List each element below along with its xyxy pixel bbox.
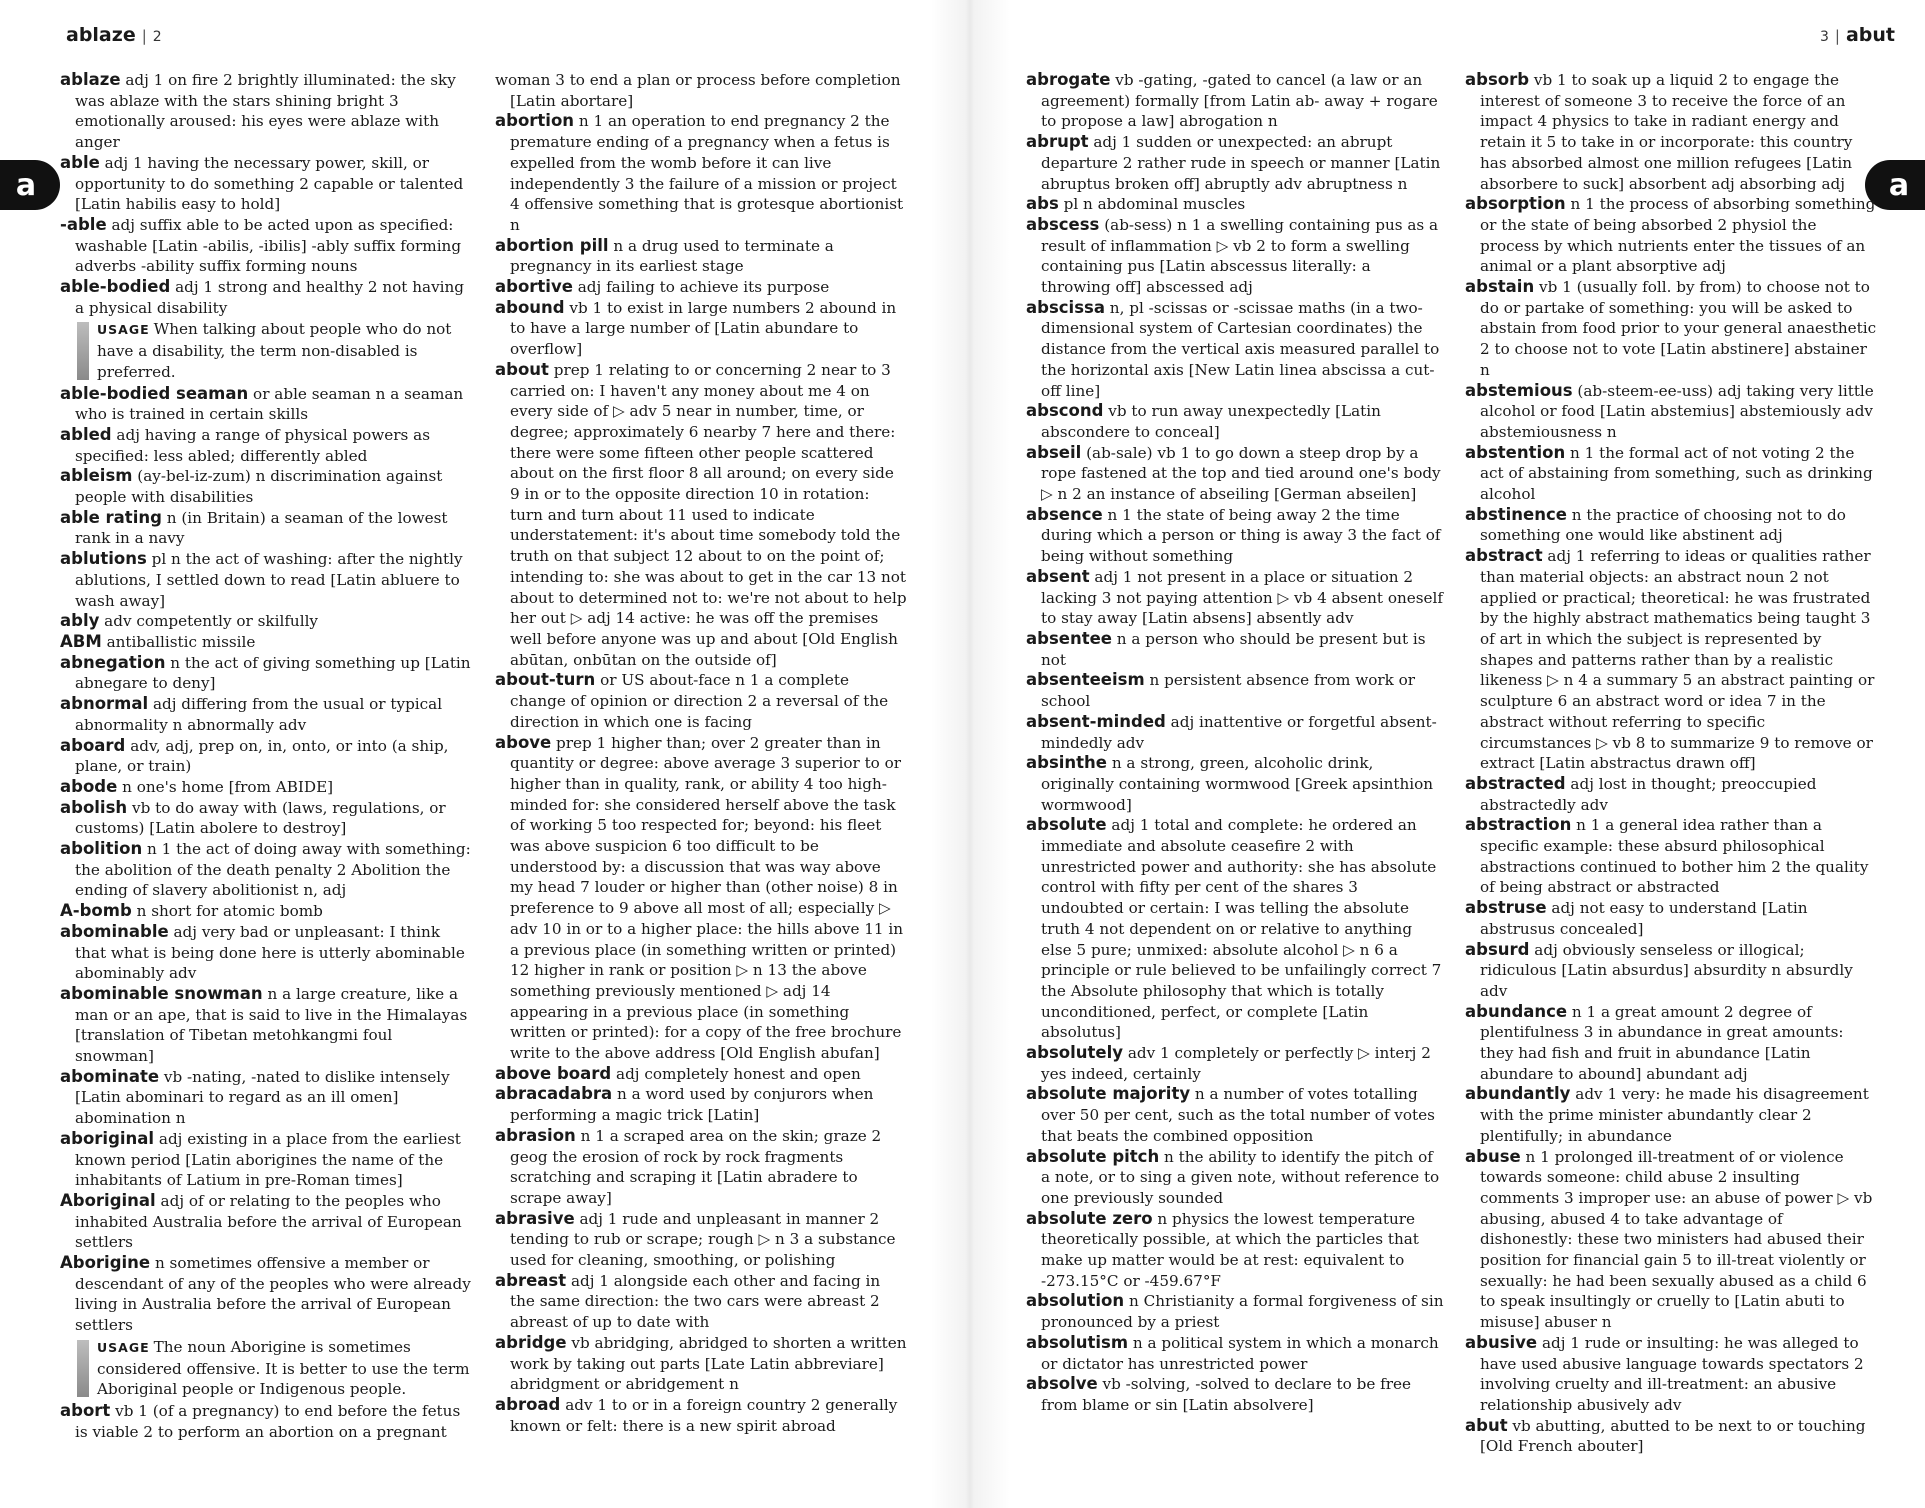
dictionary-entry <box>1026 70 1444 132</box>
headword: abseil <box>1026 442 1082 462</box>
dictionary-entry <box>60 70 475 153</box>
dictionary-entry <box>60 694 475 735</box>
definition: adv 1 completely or perfectly ▷ interj 2 yes indeed, certainly <box>1041 1044 1431 1083</box>
dictionary-entry <box>1026 1043 1444 1084</box>
definition: prep 1 higher than; over 2 greater than in quantity or degree: above average 3 superior to or higher than in quality, rank, or ability 4 too high-minded for: she considered herself above the task of working 5 too respected for; beyond: his fleet was above suspicion 6 too difficult to be understood by: a discussion that was way above my head 7 louder or higher than (other noise) 8 in preference to 9 above all most of all; especially ▷ adv 10 in or to a higher place: the hills above 11 in a previous place (in something written or printed) 12 higher in rank or position ▷ n 13 the above something previously mentioned ▷ adj 14 appearing in a previous place (in something written or printed): for a copy of the free brochure write to the above address [Old English abufan] <box>510 733 904 1063</box>
dictionary-entry <box>1026 815 1444 1043</box>
dictionary-entry <box>60 611 475 632</box>
definition: adj 1 total and complete: he ordered an immediate and absolute ceasefire 2 with unrestricted power and authority: she has absolute control with fifty per cent of the shares 3 undoubted or certain: I was telling the absolute truth 4 not dependent on or relative to anything else 5 pure; unmixed: absolute alcohol ▷ n 6 a principle or rule believed to be unfailingly correct 7 the Absolute philosophy that which is totally unconditioned, perfect, or complete [Latin absolutus] <box>1041 816 1442 1042</box>
headword: abortion pill <box>495 235 609 255</box>
definition: n a word used by conjurors when performing a magic trick [Latin] <box>510 1085 874 1125</box>
dictionary-entry <box>1465 1147 1877 1333</box>
dictionary-entry <box>1465 443 1877 505</box>
definition: vb 1 (of a pregnancy) to end before the fetus is viable 2 to perform an abortion on a pregnant <box>75 1402 461 1441</box>
dictionary-entry <box>495 1064 907 1085</box>
definition: n sometimes offensive a member or descendant of any of the peoples who were already living in Australia before the arrival of European settlers <box>75 1254 471 1335</box>
definition: (ab-sale) vb 1 to go down a steep drop by a rope fastened at the top and tied around one's body ▷ n 2 an instance of abseiling [German abseilen] <box>1041 443 1441 504</box>
definition: adj suffix able to be acted upon as specified: washable [Latin -abilis, -ibilis] -ably suffix forming adverbs -ability suffix forming nouns <box>75 215 462 276</box>
dictionary-entry <box>1026 753 1444 815</box>
definition: n a number of votes totalling over 50 per cent, such as the total number of votes that beats the combined opposition <box>1041 1085 1435 1145</box>
headword: absolution <box>1026 1291 1125 1311</box>
dictionary-entry <box>1465 505 1877 546</box>
dictionary-entry <box>495 111 907 235</box>
left-header-word: ablaze <box>66 24 136 46</box>
left-page-number: 2 <box>152 29 162 45</box>
headword: abusive <box>1465 1332 1538 1352</box>
definition: n a political system in which a monarch or dictator has unrestricted power <box>1041 1333 1439 1373</box>
headword: abstruse <box>1465 898 1547 918</box>
headword: absolutely <box>1026 1043 1123 1063</box>
headword: abort <box>60 1401 111 1420</box>
headword: abominable <box>60 921 169 941</box>
dictionary-entry <box>1026 1147 1444 1209</box>
dictionary-entry <box>60 1191 475 1253</box>
definition: adj existing in a place from the earliest known period [Latin aborigines the name of the inhabitants of Latium in pre-Roman times] <box>75 1129 461 1190</box>
definition: adj 1 not present in a place or situation 2 lacking 3 not paying attention ▷ vb 4 absent oneself to stay away [Latin absens] absently adv <box>1041 567 1444 628</box>
headword: abstention <box>1465 442 1566 462</box>
definition: n one's home [from ABIDE] <box>117 777 334 796</box>
headword: abut <box>1465 1415 1508 1435</box>
dictionary-entry <box>495 670 907 732</box>
headword: able <box>60 152 100 172</box>
dictionary-entry <box>60 466 475 507</box>
dictionary-entry <box>60 777 475 798</box>
definition: n 1 a scraped area on the skin; graze 2 geog the erosion of rock by rock fragments scratching and scraping it [Latin abradere to scrape away] <box>510 1126 882 1207</box>
definition: n persistent absence from work or school <box>1041 671 1416 711</box>
definition: n, pl -scissas or -scissae maths (in a two-dimensional system of Cartesian coordinates) the distance from the vertical axis measured parallel to the horizontal axis [New Latin linea abscissa a cut-off line] <box>1041 298 1440 400</box>
headword: abstain <box>1465 277 1535 297</box>
dictionary-entry <box>495 70 907 111</box>
dictionary-entry <box>60 1253 475 1336</box>
definition: n a strong, green, alcoholic drink, originally containing wormwood [Greek apsinthion wormwood] <box>1041 754 1434 814</box>
dictionary-entry <box>1026 629 1444 670</box>
dictionary-entry <box>495 1126 907 1209</box>
dictionary-entry <box>60 901 475 922</box>
dictionary-entry <box>1465 546 1877 774</box>
dictionary-entry <box>1465 381 1877 443</box>
headword: abracadabra <box>495 1084 613 1104</box>
headword: absolute pitch <box>1026 1146 1160 1166</box>
definition: vb abutting, abutted to be next to or touching [Old French abouter] <box>1480 1416 1866 1456</box>
headword: absurd <box>1465 939 1530 959</box>
dictionary-entry <box>60 632 475 653</box>
right-column-2 <box>1465 70 1877 1490</box>
definition: n Christianity a formal forgiveness of sin pronounced by a priest <box>1041 1292 1444 1332</box>
headword: abolish <box>60 797 128 817</box>
headword: ABM <box>60 631 102 651</box>
headword: Aborigine <box>60 1253 151 1273</box>
dictionary-entry <box>60 922 475 984</box>
dictionary-entry <box>60 425 475 466</box>
definition: n (in Britain) a seaman of the lowest rank in a navy <box>75 508 448 548</box>
usage-note <box>75 319 475 382</box>
left-thumb-index-tab: a <box>0 160 60 210</box>
dictionary-entry <box>60 653 475 694</box>
dictionary-entry <box>1026 712 1444 753</box>
definition: n 1 a general idea rather than a specific example: these absurd philosophical abstractions continued to bother him 2 the quality of being abstract or abstracted <box>1480 816 1869 897</box>
definition: n a drug used to terminate a pregnancy in its earliest stage <box>510 236 834 276</box>
definition: adj obviously senseless or illogical; ridiculous [Latin absurdus] absurdity n absurdly adv <box>1480 940 1853 1000</box>
headword: aboriginal <box>60 1128 155 1148</box>
dictionary-entry <box>1465 1084 1877 1146</box>
headword: abrogate <box>1026 70 1111 89</box>
headword: ablaze <box>60 70 121 89</box>
definition: pl n abdominal muscles <box>1058 195 1246 214</box>
definition: adv 1 to or in a foreign country 2 generally known or felt: there is a new spirit abroad <box>510 1396 898 1435</box>
definition: n 1 a great amount 2 degree of plentifulness 3 in abundance in great amounts: they had fish and fruit in abundance [Latin abundare to abound] abundant adj <box>1480 1002 1844 1083</box>
definition: vb to run away unexpectedly [Latin abscondere to conceal] <box>1041 402 1381 441</box>
left-running-head <box>66 24 162 46</box>
definition: n a person who should be present but is not <box>1041 629 1426 669</box>
headword: abridge <box>495 1332 567 1352</box>
dictionary-entry <box>495 1395 907 1436</box>
dictionary-entry <box>1026 1209 1444 1292</box>
dictionary-entry <box>1465 277 1877 381</box>
dictionary-entry <box>495 298 907 360</box>
headword: absolute majority <box>1026 1084 1191 1104</box>
definition: n a large creature, like a man or an ape, that is said to live in the Himalayas [translation of Tibetan metohkangmi foul snowman] <box>75 984 468 1066</box>
headword: absent <box>1026 566 1090 586</box>
dictionary-entry <box>495 1271 907 1333</box>
dictionary-entry <box>60 549 475 611</box>
headword: absinthe <box>1026 753 1107 773</box>
headword: abominable snowman <box>60 983 263 1003</box>
dictionary-entry <box>1026 1084 1444 1146</box>
dictionary-entry <box>1465 1416 1877 1457</box>
dictionary-entry <box>60 1401 475 1442</box>
definition: adj lost in thought; preoccupied abstractedly adv <box>1480 774 1817 814</box>
headword: abs <box>1026 194 1059 214</box>
definition: or able seaman n a seaman who is trained in certain skills <box>75 384 464 424</box>
dictionary-entry <box>1026 443 1444 505</box>
definition: adj having a range of physical powers as specified: less abled; differently abled <box>75 425 431 465</box>
dictionary-entry <box>60 798 475 839</box>
headword: abled <box>60 424 112 444</box>
headword: absentee <box>1026 628 1112 648</box>
headword: abstraction <box>1465 815 1572 835</box>
headword: absolve <box>1026 1374 1098 1394</box>
definition: vb 1 to soak up a liquid 2 to engage the interest of someone 3 to receive the force of an impact 4 physics to take in radiant energy and retain it 5 to take in or incorporate: this country has absorbed almost one million refugees [Latin absorbere to suck] absorbent adj absorbing adj <box>1480 71 1853 193</box>
headword: ablutions <box>60 549 147 569</box>
dictionary-entry <box>495 236 907 277</box>
headword: abnegation <box>60 652 166 672</box>
definition: vb abridging, abridged to shorten a written work by taking out parts [Late Latin abbreviare] abridgment or abridgement n <box>510 1333 907 1394</box>
definition: adj 1 sudden or unexpected: an abrupt departure 2 rather rude in speech or manner [Latin abruptus broken off] abruptly adv abruptness n <box>1041 133 1441 193</box>
headword: ably <box>60 611 100 631</box>
dictionary-entry <box>1026 298 1444 402</box>
dictionary-entry <box>60 153 475 215</box>
dictionary-entry <box>495 1084 907 1125</box>
headword: abundantly <box>1465 1084 1571 1104</box>
dictionary-entry <box>1465 774 1877 815</box>
usage-text: The noun Aborigine is sometimes considered offensive. It is better to use the term Aboriginal people or Indigenous people. <box>97 1337 470 1399</box>
definition: pl n the act of washing: after the nightly ablutions, I settled down to read [Latin abluere to wash away] <box>75 550 463 610</box>
definition: adv competently or skilfully <box>99 612 319 631</box>
headword: abrasive <box>495 1208 575 1228</box>
left-page <box>0 0 962 1508</box>
headword: abortive <box>495 277 573 297</box>
headword: above board <box>495 1063 612 1083</box>
usage-label: USAGE <box>97 322 150 338</box>
definition: adj failing to achieve its purpose <box>572 278 830 297</box>
dictionary-entry <box>60 215 475 277</box>
headword: abnormal <box>60 694 149 714</box>
definition: vb 1 to exist in large numbers 2 abound in to have a large number of [Latin abundare to overflow] <box>510 298 897 359</box>
headword: abrasion <box>495 1125 576 1145</box>
headword: abstracted <box>1465 773 1566 793</box>
dictionary-entry <box>60 839 475 901</box>
headword: abound <box>495 297 565 317</box>
dictionary-entry <box>60 1129 475 1191</box>
dictionary-entry <box>1465 815 1877 898</box>
definition: vb -solving, -solved to declare to be free from blame or sin [Latin absolvere] <box>1041 1375 1411 1414</box>
headword: abrupt <box>1026 132 1089 152</box>
definition: antiballistic missile <box>101 632 256 651</box>
definition: n the act of giving something up [Latin abnegare to deny] <box>75 653 471 693</box>
dictionary-entry <box>60 984 475 1067</box>
dictionary-entry <box>1026 567 1444 629</box>
definition: (ab-sess) n 1 a swelling containing pus as a result of inflammation ▷ vb 2 to form a swelling containing pus [Latin abscessus literally: a throwing off] abscessed adj <box>1041 215 1439 297</box>
dictionary-entry <box>1465 70 1877 194</box>
usage-text: When talking about people who do not have a disability, the term non-disabled is preferred. <box>97 320 452 381</box>
headword: abortion <box>495 111 575 131</box>
headword: about-turn <box>495 670 596 690</box>
dictionary-entry <box>1026 1291 1444 1332</box>
definition: vb -nating, -nated to dislike intensely [Latin abominari to regard as an ill omen] abomination n <box>75 1067 450 1128</box>
headword: aboard <box>60 735 126 755</box>
headword: abuse <box>1465 1146 1521 1166</box>
dictionary-entry <box>1026 132 1444 194</box>
dictionary-entry <box>1465 898 1877 939</box>
headword: able rating <box>60 507 162 527</box>
dictionary-entry <box>60 736 475 777</box>
definition: n short for atomic bomb <box>131 902 323 921</box>
definition: (ay-bel-iz-zum) n discrimination against people with disabilities <box>75 467 443 507</box>
dictionary-entry <box>495 1209 907 1271</box>
definition: adj 1 alongside each other and facing in the same direction: the two cars were abreast 2 abreast of up to date with <box>510 1271 881 1332</box>
headword: abreast <box>495 1270 567 1290</box>
headword: absolute <box>1026 815 1107 835</box>
headword: abstemious <box>1465 380 1573 400</box>
headword: able-bodied <box>60 277 171 297</box>
definition: or US about-face n 1 a complete change of opinion or direction 2 a reversal of the direction in which one is facing <box>510 671 889 731</box>
definition: n the ability to identify the pitch of a note, or to sing a given note, without reference to one previously sounded <box>1041 1147 1440 1207</box>
definition: n 1 an operation to end pregnancy 2 the premature ending of a pregnancy when a fetus is expelled from the womb before it can live independently 3 the failure of a mission or project 4 offensive something that is grotesque abortionist n <box>510 112 904 234</box>
dictionary-entry <box>495 733 907 1064</box>
dictionary-entry <box>1465 940 1877 1002</box>
dictionary-entry <box>60 1067 475 1129</box>
dictionary-entry <box>1465 1002 1877 1085</box>
definition: adj 1 on fire 2 brightly illuminated: the sky was ablaze with the stars shining bright 3 emotionally aroused: his eyes were ablaze with anger <box>75 71 456 152</box>
definition: adj not easy to understand [Latin abstrusus concealed] <box>1480 899 1808 938</box>
headword: A-bomb <box>60 901 132 921</box>
definition: adj 1 having the necessary power, skill, or opportunity to do something 2 capable or talented [Latin habilis easy to hold] <box>75 153 464 214</box>
usage-label: USAGE <box>97 1339 150 1355</box>
definition: n 1 the state of being away 2 the time during which a person or thing is away 3 the fact of being without something <box>1041 505 1441 566</box>
headword: absorb <box>1465 70 1530 89</box>
definition: adj inattentive or forgetful absent-mindedly adv <box>1041 712 1437 752</box>
usage-note <box>75 1337 475 1400</box>
definition: adj completely honest and open <box>611 1064 861 1083</box>
definition: n physics the lowest temperature theoretically possible, at which the particles that make up matter would be at rest: equivalent to -273.15°C or -459.67°F <box>1041 1209 1419 1290</box>
dictionary-entry <box>1026 215 1444 298</box>
right-thumb-index-tab: a <box>1865 160 1925 210</box>
definition: adj 1 rude or insulting: he was alleged to have used abusive language towards spectators 2 involving cruelty and ill-treatment: an abusive relationship abusively adv <box>1480 1333 1864 1414</box>
definition: prep 1 relating to or concerning 2 near to 3 carried on: I haven't any money about me 4 on every side of ▷ adv 5 near in number, time, or degree; approximately 6 nearby 7 here and there: there were some fifteen other people scattered about on the first floor 8 all around; on every side 9 in or to the opposite direction 10 in rotation: turn and turn about 11 used to indicate understatement: it's about time somebody told the truth on that subject 12 about to on the point of; intending to: she was about to get in the car 13 not about to determined not to: we're not about to help her out ▷ adj 14 active: he was off the premises well before anyone was up and about [Old English abūtan, onbūtan on the outside of] <box>510 360 907 669</box>
definition: adv, adj, prep on, in, onto, or into (a ship, plane, or train) <box>75 736 449 776</box>
definition: n 1 the formal act of not voting 2 the act of abstaining from something, such as drinking alcohol <box>1480 443 1873 504</box>
dictionary-entry <box>495 1333 907 1395</box>
dictionary-entry <box>1026 505 1444 567</box>
headword: able-bodied seaman <box>60 383 249 403</box>
definition: adj differing from the usual or typical abnormality n abnormally adv <box>75 695 443 734</box>
headword: about <box>495 359 549 379</box>
definition: vb 1 (usually foll. by from) to choose not to do or partake of something: you will be asked to abstain from food prior to your general anaesthetic 2 to choose not to vote [Latin abstinere] abstainer n <box>1480 278 1877 379</box>
header-separator: | <box>1834 27 1840 45</box>
headword: abscond <box>1026 401 1104 421</box>
definition: adj very bad or unpleasant: I think that what is being done here is utterly abominable abominably adv <box>75 922 465 983</box>
dictionary-entry <box>495 277 907 298</box>
definition: n 1 prolonged ill-treatment of or violence towards someone: child abuse 2 insulting comments 3 improper use: an abuse of power ▷ vb abusing, abused 4 to take advantage of dishonestly: these two ministers had abused their position for financial gain 5 to ill-treat violently or sexually: he had been sexually abused as a child 6 to speak insultingly or cruelly to [Latin abuti to misuse] abuser n <box>1480 1147 1873 1332</box>
headword: absent-minded <box>1026 711 1166 731</box>
headword: abscess <box>1026 214 1100 234</box>
definition: adv 1 very: he made his disagreement with the prime minister abundantly clear 2 plentifully; in abundance <box>1480 1085 1869 1145</box>
headword: above <box>495 732 552 752</box>
right-running-head <box>1820 24 1895 46</box>
left-column-2 <box>495 70 907 1490</box>
dictionary-entry <box>1026 401 1444 442</box>
headword: abstract <box>1465 546 1543 566</box>
headword: abroad <box>495 1395 561 1414</box>
headword: -able <box>60 214 107 234</box>
dictionary-entry <box>1026 194 1444 215</box>
headword: ableism <box>60 466 133 486</box>
headword: absenteeism <box>1026 670 1145 690</box>
dictionary-entry <box>60 508 475 549</box>
definition: vb to do away with (laws, regulations, or customs) [Latin abolere to destroy] <box>75 798 446 838</box>
definition: adj 1 strong and healthy 2 not having a physical disability <box>75 278 465 317</box>
headword: abundance <box>1465 1001 1568 1021</box>
dictionary-entry <box>1026 1333 1444 1374</box>
definition: adj 1 rude and unpleasant in manner 2 tending to rub or scrape; rough ▷ n 3 a substance used for cleaning, smoothing, or polishing <box>510 1209 896 1270</box>
header-separator: | <box>141 27 147 45</box>
definition: n 1 the process of absorbing something or the state of being absorbed 2 physiol the process by which nutrients enter the tissues of an animal or a plant absorptive adj <box>1480 195 1876 276</box>
headword: absolute zero <box>1026 1208 1153 1228</box>
right-header-word: abut <box>1845 24 1895 46</box>
dictionary-entry <box>495 360 907 671</box>
right-page <box>962 0 1925 1508</box>
definition: vb -gating, -gated to cancel (a law or an agreement) formally [from Latin ab- away + rogare to propose a law] abrogation n <box>1041 71 1438 131</box>
headword: absolutism <box>1026 1332 1129 1352</box>
definition: adj of or relating to the peoples who inhabited Australia before the arrival of European settlers <box>75 1191 462 1252</box>
right-page-number: 3 <box>1819 29 1829 45</box>
dictionary-entry <box>60 277 475 318</box>
definition: adj 1 referring to ideas or qualities rather than material objects: an abstract noun 2 not applied or practical; theoretical: he was frustrated by the highly abstract mathematics being taught 3 of art in which the subject is represented by shapes and patterns rather than by a realistic likeness ▷ n 4 a summary 5 an abstract painting or sculpture 6 an abstract word or idea 7 in the abstract without referring to specific circumstances ▷ vb 8 to summarize 9 to remove or extract [Latin abstractus drawn off] <box>1480 547 1875 773</box>
dictionary-entry <box>1465 194 1877 277</box>
definition: n the practice of choosing not to do something one would like abstinent adj <box>1480 505 1846 545</box>
headword: absorption <box>1465 194 1566 214</box>
definition: (ab-steem-ee-uss) adj taking very little alcohol or food [Latin abstemius] abstemiously adv abstemiousness n <box>1480 381 1874 441</box>
headword: absence <box>1026 504 1103 524</box>
definition: woman 3 to end a plan or process before completion [Latin abortare] <box>495 71 901 110</box>
headword: abolition <box>60 839 143 859</box>
dictionary-entry <box>60 384 475 425</box>
headword: abscissa <box>1026 297 1105 317</box>
headword: abominate <box>60 1066 160 1086</box>
definition: n 1 the act of doing away with something: the abolition of the death penalty 2 Abolition the ending of slavery abolitionist n, adj <box>75 840 471 900</box>
right-column-1 <box>1026 70 1444 1490</box>
headword: Aboriginal <box>60 1190 156 1210</box>
headword: abode <box>60 776 118 796</box>
left-column-1 <box>60 70 475 1490</box>
dictionary-entry <box>1465 1333 1877 1416</box>
headword: abstinence <box>1465 504 1567 524</box>
dictionary-entry <box>1026 1374 1444 1415</box>
dictionary-entry <box>1026 670 1444 711</box>
